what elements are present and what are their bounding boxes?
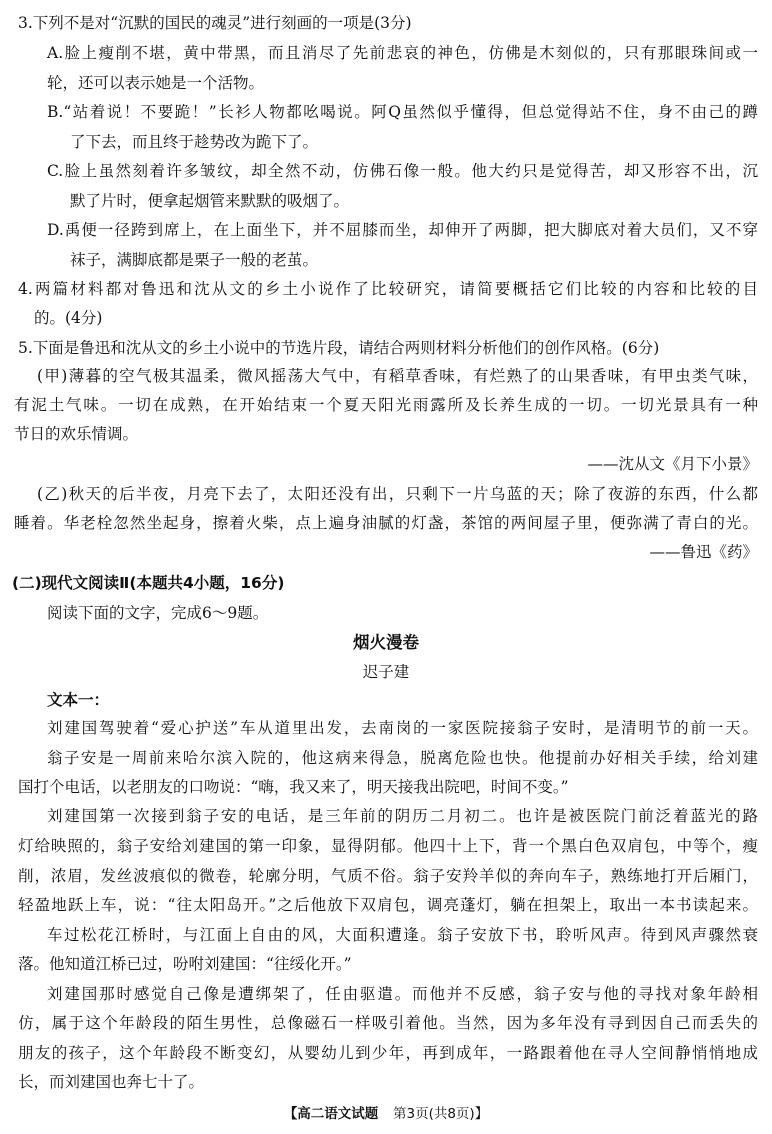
text-one-label: 文本一：	[47, 691, 110, 709]
question-4-line-2: 的。(4分)	[34, 309, 103, 327]
question-5-stem: 5.下面是鲁迅和沈从文的乡土小说中的节选片段，请结合两则材料分析他们的创作风格。(6分)	[18, 339, 660, 357]
excerpt-yi-line-1: (乙)秋天的后半夜，月亮下去了，太阳还没有出，只剩下一片乌蓝的天；除了夜游的东西，什么都	[37, 485, 758, 503]
option-c-line-1: C.脸上虽然刻着许多皱纹，却全然不动，仿佛石像一般。他大约只是觉得苦，却又形容不出，沉	[47, 162, 758, 180]
article-author: 迟子建	[362, 663, 410, 681]
paragraph-line: 车过松花江桥时，与江面上自由的风，大面积遭逢。翁子安放下书，聆听风声。待到风声骤然衰	[47, 926, 758, 944]
paragraph-line: 轻盈地跃上车，说：“往太阳岛开。”之后他放下双肩包，调亮蓬灯，躺在担架上，取出一本书读起来。	[18, 896, 758, 914]
option-b-line-1: B.“站着说！不要跪！”长衫人物都吆喝说。阿Q虽然似乎懂得，但总觉得站不住，身不由己的蹲	[47, 103, 758, 121]
question-3-stem: 3.下列不是对“沉默的国民的魂灵”进行刻画的一项是(3分)	[18, 14, 412, 32]
paragraph-line: 长，而刘建国也奔七十了。	[18, 1073, 205, 1091]
article-title: 烟火漫卷	[353, 633, 419, 652]
option-d-line-1: D.禹便一径跨到席上，在上面坐下，并不屈膝而坐，却伸开了两脚，把大脚底对着大员们，又不穿	[47, 221, 758, 239]
excerpt-yi-source: ——鲁迅《药》	[649, 543, 758, 561]
section-instruction: 阅读下面的文字，完成6～9题。	[47, 604, 269, 622]
excerpt-jia-line-2: 有泥土气味。一切在成熟，在开始结束一个夏天阳光雨露所及长养生成的一切。一切光景具有一种	[14, 396, 758, 414]
paragraph-line: 刘建国那时感觉自己像是遭绑架了，任由驱遣。而他并不反感，翁子安与他的寻找对象年龄相	[47, 985, 758, 1003]
paragraph-line: 落。他知道江桥已过，吩咐刘建国：“往绥化开。”	[18, 955, 352, 973]
option-a-line-1: A.脸上瘦削不堪，黄中带黑，而且消尽了先前悲哀的神色，仿佛是木刻似的，只有那眼珠间或一	[47, 44, 758, 62]
footer-page-number: 第3页(共8页)】	[392, 1106, 489, 1122]
question-4-line-1: 4.两篇材料都对鲁迅和沈从文的乡土小说作了比较研究，请简要概括它们比较的内容和比较的目	[18, 280, 758, 298]
paragraph-line: 国打个电话，以老朋友的口吻说：“嗨，我又来了，明天接我出院吧，时间不变。”	[18, 778, 569, 796]
footer-exam-name: 【高二语文试题	[283, 1106, 379, 1122]
paragraph-line: 翁子安是一周前来哈尔滨入院的，他这病来得急，脱离危险也快。他提前办好相关手续，给刘建	[47, 749, 758, 767]
paragraph-line: 刘建国驾驶着“爱心护送”车从道里出发，去南岗的一家医院接翁子安时，是清明节的前一天。	[47, 719, 758, 737]
section-heading: (二)现代文阅读Ⅱ(本题共4小题，16分)	[12, 574, 285, 592]
paragraph-line: 刘建国第一次接到翁子安的电话，是三年前的阴历二月初二。也许是被医院门前泛着蓝光的路	[47, 807, 758, 825]
excerpt-jia-line-1: (甲)薄暮的空气极其温柔，微风摇荡大气中，有稻草香味，有烂熟了的山果香味，有甲虫类气味，	[37, 367, 758, 385]
page-footer	[0, 1102, 772, 1122]
option-c-line-2: 默了片时，便拿起烟管来默默的吸烟了。	[70, 192, 350, 210]
option-b-line-2: 了下去，而且终于趁势改为跪下了。	[70, 133, 319, 151]
paragraph-line: 削，浓眉，发丝波痕似的微卷，轮廓分明，气质不俗。翁子安羚羊似的奔向车子，熟练地打开后厢门，	[18, 867, 758, 885]
excerpt-jia-source: ——沈从文《月下小景》	[587, 455, 758, 473]
excerpt-yi-line-2: 睡着。华老栓忽然坐起身，擦着火柴，点上遍身油腻的灯盏，茶馆的两间屋子里，便弥满了青白的光。	[14, 514, 758, 532]
paragraph-line: 灯给映照的，翁子安给刘建国的第一印象，显得阴郁。他四十上下，背一个黑白色双肩包，中等个，瘦	[18, 837, 758, 855]
option-d-line-2: 袜子，满脚底都是栗子一般的老茧。	[70, 251, 319, 269]
option-a-line-2: 轮，还可以表示她是一个活物。	[47, 74, 265, 92]
excerpt-jia-line-3: 节日的欢乐情调。	[14, 425, 139, 443]
paragraph-line: 仿，属于这个年龄段的陌生男性，总像磁石一样吸引着他。当然，因为多年没有寻到因自己而丢失的	[18, 1014, 758, 1032]
paragraph-line: 朋友的孩子，这个年龄段不断变幻，从婴幼儿到少年，再到成年，一路跟着他在寻人空间静悄悄地成	[18, 1044, 758, 1062]
